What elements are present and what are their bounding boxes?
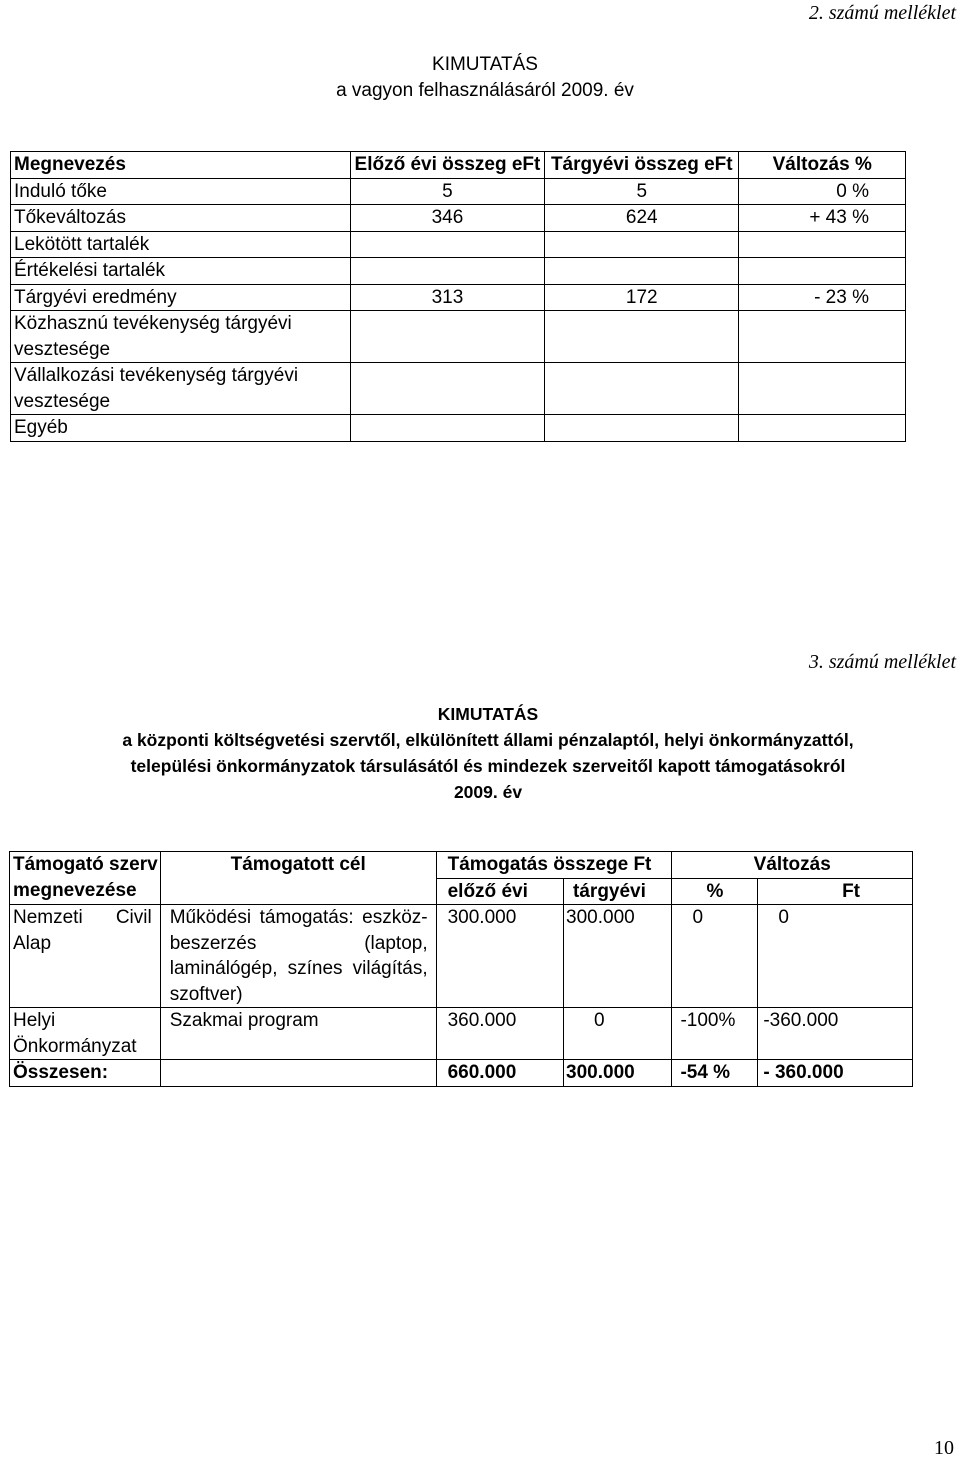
cell-label: Lekötött tartalék — [11, 231, 351, 258]
section2-title-line3: települési önkormányzatok társulásától és mindezek szerveitől kapott támogatásokról — [130, 756, 846, 776]
cell-prev: 346 — [350, 205, 544, 232]
annex-label: 2. számú melléklet — [808, 2, 956, 24]
table-row — [11, 258, 906, 285]
cell-ft: -360.000 — [758, 1008, 913, 1060]
total-pct: -54 % — [672, 1060, 758, 1087]
cell-change: - 23 % — [739, 284, 906, 311]
asset-usage-table — [10, 151, 906, 442]
table-row — [11, 363, 906, 415]
cell-ft: 0 — [758, 905, 913, 1008]
cell-prev: 300.000 — [436, 905, 563, 1008]
section1-title-line1: KIMUTATÁS — [432, 54, 538, 75]
cell-curr — [545, 258, 739, 285]
cell-curr: 172 — [545, 284, 739, 311]
table-row — [11, 284, 906, 311]
cell-supporter: Helyi Önkormányzat — [10, 1008, 161, 1060]
table-row — [10, 1008, 913, 1060]
cell-goal: Szakmai program — [160, 1008, 436, 1060]
cell-prev — [350, 231, 544, 258]
header-ft: Ft — [758, 878, 913, 905]
table-header-row — [10, 852, 913, 879]
section2-title-line2: a központi költségvetési szervtől, elkülönített állami pénzalaptól, helyi önkormányzattól, — [122, 730, 854, 750]
cell-prev: 360.000 — [436, 1008, 563, 1060]
table-header-row — [11, 152, 906, 179]
header-goal: Támogatott cél — [160, 852, 436, 905]
header-prev: Előző évi összeg eFt — [350, 152, 544, 179]
annex-label: 3. számú melléklet — [808, 651, 956, 673]
table-total-row — [10, 1060, 913, 1087]
header-curr: tárgyévi — [564, 878, 672, 905]
cell-label: Induló tőke — [11, 178, 351, 205]
cell-prev: 5 — [350, 178, 544, 205]
cell-label: Tőkeváltozás — [11, 205, 351, 232]
cell-prev — [350, 363, 544, 415]
section1-title-line2: a vagyon felhasználásáról 2009. év — [336, 80, 634, 101]
cell-change — [739, 363, 906, 415]
cell-curr: 300.000 — [564, 905, 672, 1008]
cell-label: Tárgyévi eredmény — [11, 284, 351, 311]
cell-pct: 0 — [672, 905, 758, 1008]
cell-curr — [545, 415, 739, 442]
header-name: Megnevezés — [11, 152, 351, 179]
cell-change — [739, 311, 906, 363]
total-goal — [160, 1060, 436, 1087]
cell-prev — [350, 311, 544, 363]
table-row — [11, 311, 906, 363]
table-row — [11, 205, 906, 232]
cell-prev — [350, 258, 544, 285]
cell-change — [739, 231, 906, 258]
cell-label: Értékelési tartalék — [11, 258, 351, 285]
cell-label: Vállalkozási tevékenység tárgyévi vesztesége — [11, 363, 351, 415]
table-row — [11, 231, 906, 258]
total-ft: - 360.000 — [758, 1060, 913, 1087]
cell-prev — [350, 415, 544, 442]
cell-curr: 624 — [545, 205, 739, 232]
page-number: 10 — [934, 1437, 954, 1459]
cell-curr — [545, 363, 739, 415]
cell-change — [739, 415, 906, 442]
cell-prev: 313 — [350, 284, 544, 311]
support-table — [9, 851, 913, 1087]
table-row — [11, 178, 906, 205]
header-change: Változás % — [739, 152, 906, 179]
section2-title-line4: 2009. év — [453, 782, 523, 802]
header-supporter: Támogató szerv megnevezése — [10, 852, 161, 905]
header-pct: % — [672, 878, 758, 905]
cell-pct: -100% — [672, 1008, 758, 1060]
cell-label: Egyéb — [11, 415, 351, 442]
total-label: Összesen: — [10, 1060, 161, 1087]
header-curr: Tárgyévi összeg eFt — [545, 152, 739, 179]
cell-change: 0 % — [739, 178, 906, 205]
table-row — [10, 905, 913, 1008]
total-curr: 300.000 — [564, 1060, 672, 1087]
cell-label: Közhasznú tevékenység tárgyévi vesztesége — [11, 311, 351, 363]
section2-title-line1: KIMUTATÁS — [437, 704, 539, 724]
cell-goal: Működési támogatás: eszköz-beszerzés (laptop, laminálógép, színes világítás, szoftver) — [160, 905, 436, 1008]
cell-change: + 43 % — [739, 205, 906, 232]
cell-curr — [545, 311, 739, 363]
header-change: Változás — [672, 852, 913, 879]
header-amount: Támogatás összege Ft — [436, 852, 672, 879]
cell-change — [739, 258, 906, 285]
header-prev: előző évi — [436, 878, 563, 905]
cell-curr: 0 — [564, 1008, 672, 1060]
cell-supporter: Nemzeti Civil Alap — [10, 905, 161, 1008]
section2-title — [0, 701, 960, 805]
cell-curr — [545, 231, 739, 258]
cell-curr: 5 — [545, 178, 739, 205]
section1-title — [0, 52, 960, 104]
table-row — [11, 415, 906, 442]
total-prev: 660.000 — [436, 1060, 563, 1087]
